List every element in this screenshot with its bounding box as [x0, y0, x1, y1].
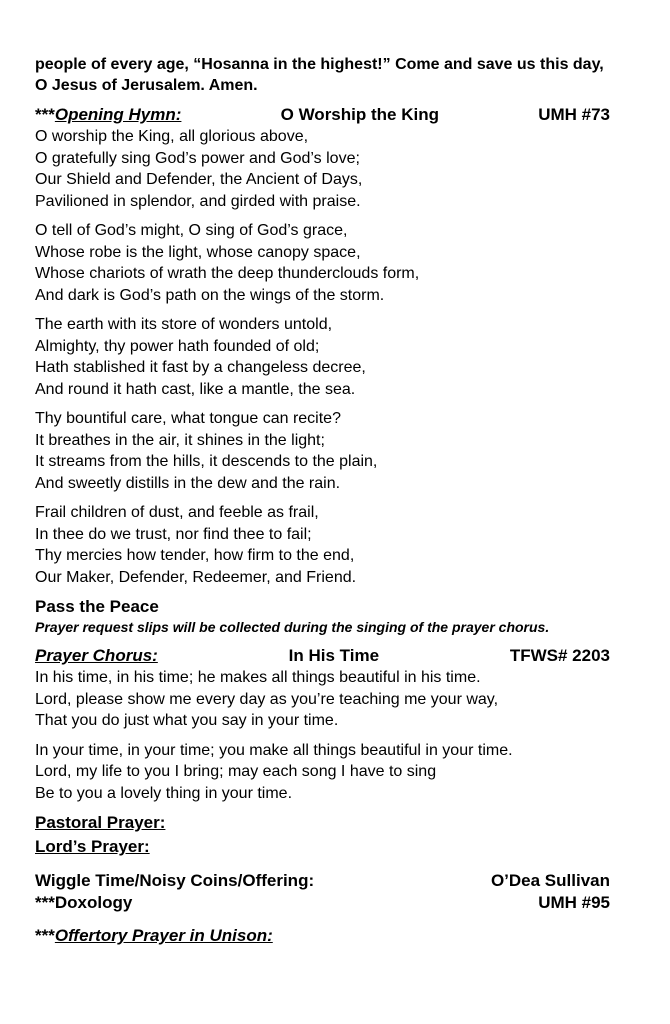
hymn-stanza-2: [35, 220, 610, 306]
lyric-line: Be to you a lovely thing in your time.: [35, 784, 293, 802]
opening-hymn-label: [35, 104, 181, 126]
lyric-line: O gratefully sing God’s power and God’s love;: [35, 149, 360, 167]
lyric-line: In thee do we trust, nor find thee to fail;: [35, 525, 312, 543]
prayer-chorus-title: In His Time: [288, 646, 380, 665]
lords-prayer-heading: Lord’s Prayer:: [35, 837, 150, 856]
doxology-label: ***Doxology: [35, 893, 133, 912]
hymn-stanza-5: [35, 502, 610, 588]
doxology-number: UMH #95: [538, 893, 610, 912]
prayer-chorus-label-text: Prayer Chorus:: [35, 646, 158, 665]
asterisks: ***: [35, 926, 55, 945]
lyric-line: Hath stablished it fast by a changeless decree,: [35, 359, 366, 376]
lyric-line: In your time, in your time; you make all things beautiful in your time.: [35, 741, 513, 759]
chorus-stanza-1: [35, 667, 610, 732]
lyric-line: That you do just what you say in your time.: [35, 712, 339, 729]
hymn-stanza-4: [35, 408, 610, 494]
pass-peace-heading: Pass the Peace: [35, 597, 159, 616]
doxology-row: [35, 892, 610, 914]
lyric-line: And sweetly distills in the dew and the rain.: [35, 474, 341, 492]
lyric-line: Thy bountiful care, what tongue can recite?: [35, 410, 341, 427]
lyric-line: Whose robe is the light, whose canopy space,: [35, 243, 361, 261]
opening-hymn-header: [35, 104, 610, 126]
intro-text: people of every age, “Hosanna in the highest!” Come and save us this day, O Jesus of Jerusalem. Amen.: [35, 56, 604, 94]
lyric-line: It breathes in the air, it shines in the light;: [35, 431, 325, 449]
prayer-chorus-header: [35, 645, 610, 667]
lyric-line: Our Maker, Defender, Redeemer, and Friend.: [35, 568, 357, 586]
chorus-stanza-2: [35, 740, 610, 805]
asterisks: ***: [35, 105, 55, 124]
lyric-line: Lord, my life to you I bring; may each song I have to sing: [35, 763, 437, 780]
hymn-stanza-3: [35, 314, 610, 400]
lyric-line: It streams from the hills, it descends to the plain,: [35, 453, 378, 470]
lyric-line: In his time, in his time; he makes all things beautiful in his time.: [35, 669, 481, 686]
bulletin-page: [35, 54, 610, 947]
lyric-line: The earth with its store of wonders untold,: [35, 316, 333, 333]
pastoral-prayer-heading: Pastoral Prayer:: [35, 813, 166, 832]
lyric-line: O tell of God’s might, O sing of God’s grace,: [35, 222, 348, 239]
hymn-stanza-1: [35, 126, 610, 212]
lyric-line: O worship the King, all glorious above,: [35, 128, 309, 145]
prayer-chorus-label: [35, 645, 158, 667]
prayer-request-note: Prayer request slips will be collected during the singing of the prayer chorus.: [35, 619, 550, 635]
lyric-line: Frail children of dust, and feeble as frail,: [35, 504, 319, 521]
lyric-line: And round it hath cast, like a mantle, the sea.: [35, 380, 356, 398]
lyric-line: Almighty, thy power hath founded of old;: [35, 337, 320, 355]
wiggle-time-leader: O’Dea Sullivan: [490, 871, 610, 890]
lyric-line: And dark is God’s path on the wings of the storm.: [35, 286, 385, 304]
wiggle-time-row: [35, 870, 610, 892]
lyric-line: Thy mercies how tender, how firm to the end,: [35, 547, 355, 564]
offertory-label-text: Offertory Prayer in Unison:: [54, 926, 273, 945]
lyric-line: Lord, please show me every day as you’re teaching me your way,: [35, 690, 499, 708]
lyric-line: Pavilioned in splendor, and girded with praise.: [35, 192, 361, 210]
lyric-line: Our Shield and Defender, the Ancient of Days,: [35, 171, 363, 188]
opening-hymn-label-text: Opening Hymn:: [54, 105, 182, 124]
offertory-row: [35, 925, 610, 947]
prayer-chorus-number: TFWS# 2203: [509, 646, 610, 665]
offertory-label: [35, 925, 273, 947]
opening-hymn-title: O Worship the King: [280, 105, 439, 124]
wiggle-time-label: Wiggle Time/Noisy Coins/Offering:: [35, 871, 315, 890]
lyric-line: Whose chariots of wrath the deep thunderclouds form,: [35, 265, 420, 282]
opening-hymn-number: UMH #73: [538, 105, 610, 124]
